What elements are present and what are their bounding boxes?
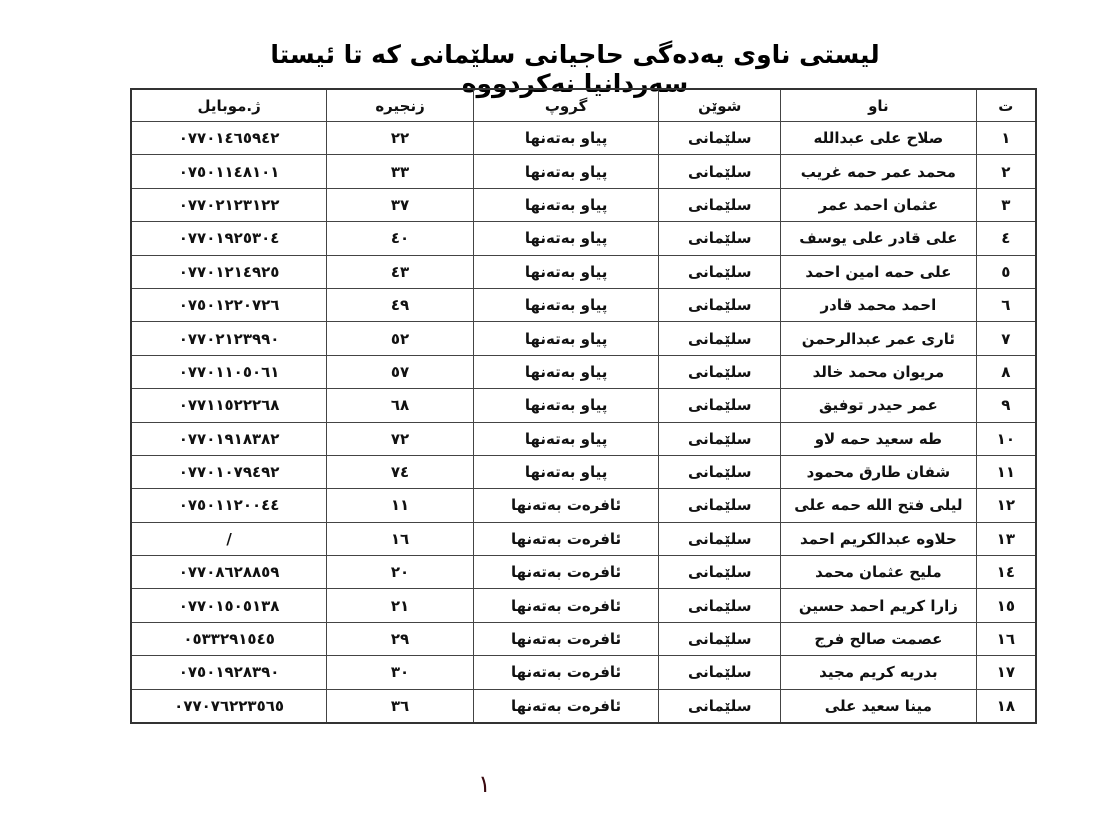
cell-index: ٤ xyxy=(976,222,1036,255)
cell-index: ٥ xyxy=(976,255,1036,288)
cell-phone: ٠٧٧٠٢١٢٣١٢٢ xyxy=(131,188,327,221)
cell-place: سلێمانی xyxy=(659,455,781,488)
cell-name: بدريه كريم مجيد xyxy=(781,656,977,689)
cell-phone: ٠٧٧١١٥٢٢٢٦٨ xyxy=(131,389,327,422)
table-row xyxy=(131,255,1036,288)
cell-group: ئافرەت بەتەنها xyxy=(473,556,659,589)
cell-group: پیاو بەتەنها xyxy=(473,155,659,188)
cell-group: ئافرەت بەتەنها xyxy=(473,656,659,689)
header-place: شوێن xyxy=(659,89,781,122)
cell-serial: ٢٢ xyxy=(327,122,474,155)
cell-group: ئافرەت بەتەنها xyxy=(473,489,659,522)
cell-group: پیاو بەتەنها xyxy=(473,355,659,388)
cell-place: سلێمانی xyxy=(659,589,781,622)
table-row xyxy=(131,389,1036,422)
table-row xyxy=(131,689,1036,723)
cell-index: ١ xyxy=(976,122,1036,155)
cell-phone: / xyxy=(131,522,327,555)
cell-group: پیاو بەتەنها xyxy=(473,255,659,288)
cell-group: پیاو بەتەنها xyxy=(473,389,659,422)
cell-serial: ٧٤ xyxy=(327,455,474,488)
cell-serial: ١٦ xyxy=(327,522,474,555)
cell-place: سلێمانی xyxy=(659,422,781,455)
cell-index: ٣ xyxy=(976,188,1036,221)
table-row xyxy=(131,455,1036,488)
cell-place: سلێمانی xyxy=(659,355,781,388)
cell-group: ئافرەت بەتەنها xyxy=(473,689,659,723)
cell-phone: ٠٧٧٠١٠٧٩٤٩٢ xyxy=(131,455,327,488)
cell-serial: ٤٩ xyxy=(327,288,474,321)
cell-group: پیاو بەتەنها xyxy=(473,422,659,455)
cell-phone: ٠٧٥٠١٢٢٠٧٢٦ xyxy=(131,288,327,321)
cell-phone: ٠٧٧٠١٩٢٥٣٠٤ xyxy=(131,222,327,255)
document-title: لیستی ناوی یەدەگی حاجیانی سلێمانی کە تا ئیستا سەردانیا نەکردووە xyxy=(270,40,880,98)
cell-phone: ٠٧٧٠١٢١٤٩٢٥ xyxy=(131,255,327,288)
pilgrims-table xyxy=(130,88,1037,724)
table-row xyxy=(131,355,1036,388)
cell-serial: ٢٠ xyxy=(327,556,474,589)
cell-place: سلێمانی xyxy=(659,556,781,589)
cell-phone: ٠٧٧٠١٤٦٥٩٤٢ xyxy=(131,122,327,155)
cell-phone: ٠٧٥٠١٩٢٨٣٩٠ xyxy=(131,656,327,689)
cell-group: ئافرەت بەتەنها xyxy=(473,589,659,622)
cell-place: سلێمانی xyxy=(659,155,781,188)
cell-serial: ٥٧ xyxy=(327,355,474,388)
cell-phone: ٠٧٥٠١١٤٨١٠١ xyxy=(131,155,327,188)
table-row xyxy=(131,222,1036,255)
cell-place: سلێمانی xyxy=(659,122,781,155)
table-row xyxy=(131,288,1036,321)
cell-phone: ٠٧٧٠١٥٠٥١٣٨ xyxy=(131,589,327,622)
header-name: ناو xyxy=(781,89,977,122)
cell-index: ١٥ xyxy=(976,589,1036,622)
cell-index: ١١ xyxy=(976,455,1036,488)
table-row xyxy=(131,556,1036,589)
cell-serial: ٣٠ xyxy=(327,656,474,689)
cell-group: ئافرەت بەتەنها xyxy=(473,522,659,555)
cell-phone: ٠٧٧٠٨٦٢٨٨٥٩ xyxy=(131,556,327,589)
cell-phone: ٠٧٧٠١٩١٨٣٨٢ xyxy=(131,422,327,455)
cell-index: ١٣ xyxy=(976,522,1036,555)
cell-name: مريوان محمد خالد xyxy=(781,355,977,388)
cell-serial: ٢٩ xyxy=(327,622,474,655)
cell-serial: ٧٢ xyxy=(327,422,474,455)
cell-place: سلێمانی xyxy=(659,288,781,321)
cell-serial: ٤٣ xyxy=(327,255,474,288)
cell-group: پیاو بەتەنها xyxy=(473,455,659,488)
cell-index: ١٠ xyxy=(976,422,1036,455)
table-row xyxy=(131,622,1036,655)
header-group: گروپ xyxy=(473,89,659,122)
cell-name: طه سعيد حمه لاو xyxy=(781,422,977,455)
cell-place: سلێمانی xyxy=(659,489,781,522)
cell-serial: ٦٨ xyxy=(327,389,474,422)
cell-name: مينا سعيد على xyxy=(781,689,977,723)
cell-place: سلێمانی xyxy=(659,322,781,355)
cell-name: صلاح علی عبدالله xyxy=(781,122,977,155)
cell-serial: ٤٠ xyxy=(327,222,474,255)
table-row xyxy=(131,522,1036,555)
cell-index: ١٦ xyxy=(976,622,1036,655)
cell-name: شفان طارق محمود xyxy=(781,455,977,488)
cell-index: ٧ xyxy=(976,322,1036,355)
cell-group: پیاو بەتەنها xyxy=(473,322,659,355)
table-row xyxy=(131,589,1036,622)
cell-name: محمد عمر حمه غريب xyxy=(781,155,977,188)
cell-index: ٢ xyxy=(976,155,1036,188)
cell-phone: ٠٧٧٠٢١٢٣٩٩٠ xyxy=(131,322,327,355)
cell-index: ١٤ xyxy=(976,556,1036,589)
cell-phone: ٠٥٣٣٢٩١٥٤٥ xyxy=(131,622,327,655)
table-row xyxy=(131,155,1036,188)
cell-serial: ٣٦ xyxy=(327,689,474,723)
cell-serial: ٣٣ xyxy=(327,155,474,188)
table-row xyxy=(131,422,1036,455)
cell-name: ئارى عمر عبدالرحمن xyxy=(781,322,977,355)
cell-name: على قادر على يوسف xyxy=(781,222,977,255)
header-index: ت xyxy=(976,89,1036,122)
cell-index: ١٨ xyxy=(976,689,1036,723)
cell-place: سلێمانی xyxy=(659,188,781,221)
cell-index: ٦ xyxy=(976,288,1036,321)
cell-group: پیاو بەتەنها xyxy=(473,188,659,221)
cell-name: احمد محمد قادر xyxy=(781,288,977,321)
cell-phone: ٠٧٥٠١١٢٠٠٤٤ xyxy=(131,489,327,522)
cell-place: سلێمانی xyxy=(659,255,781,288)
table-row xyxy=(131,656,1036,689)
cell-name: ليلى فتح الله حمه على xyxy=(781,489,977,522)
page-number: ١ xyxy=(478,770,491,798)
cell-place: سلێمانی xyxy=(659,656,781,689)
cell-group: پیاو بەتەنها xyxy=(473,222,659,255)
cell-name: عثمان احمد عمر xyxy=(781,188,977,221)
cell-index: ١٧ xyxy=(976,656,1036,689)
cell-group: ئافرەت بەتەنها xyxy=(473,622,659,655)
cell-place: سلێمانی xyxy=(659,389,781,422)
cell-group: پیاو بەتەنها xyxy=(473,122,659,155)
table-header-row xyxy=(131,89,1036,122)
cell-place: سلێمانی xyxy=(659,222,781,255)
table-row xyxy=(131,322,1036,355)
cell-place: سلێمانی xyxy=(659,622,781,655)
cell-index: ٨ xyxy=(976,355,1036,388)
table-row xyxy=(131,489,1036,522)
cell-index: ٩ xyxy=(976,389,1036,422)
cell-serial: ٢١ xyxy=(327,589,474,622)
cell-name: على حمه امين احمد xyxy=(781,255,977,288)
cell-name: مليح عثمان محمد xyxy=(781,556,977,589)
cell-name: عصمت صالح فرج xyxy=(781,622,977,655)
cell-place: سلێمانی xyxy=(659,522,781,555)
cell-phone: ٠٧٧٠١١٠٥٠٦١ xyxy=(131,355,327,388)
table-row xyxy=(131,188,1036,221)
cell-serial: ٥٢ xyxy=(327,322,474,355)
cell-serial: ١١ xyxy=(327,489,474,522)
cell-name: زارا كريم احمد حسين xyxy=(781,589,977,622)
cell-phone: ٠٧٧٠٧٦٢٢٣٥٦٥ xyxy=(131,689,327,723)
table-row xyxy=(131,122,1036,155)
cell-name: حلاوه عبدالكريم احمد xyxy=(781,522,977,555)
cell-serial: ٣٧ xyxy=(327,188,474,221)
cell-name: عمر حيدر توفيق xyxy=(781,389,977,422)
cell-place: سلێمانی xyxy=(659,689,781,723)
cell-group: پیاو بەتەنها xyxy=(473,288,659,321)
header-serial: زنجیره xyxy=(327,89,474,122)
header-phone: ژ.موبایل xyxy=(131,89,327,122)
cell-index: ١٢ xyxy=(976,489,1036,522)
